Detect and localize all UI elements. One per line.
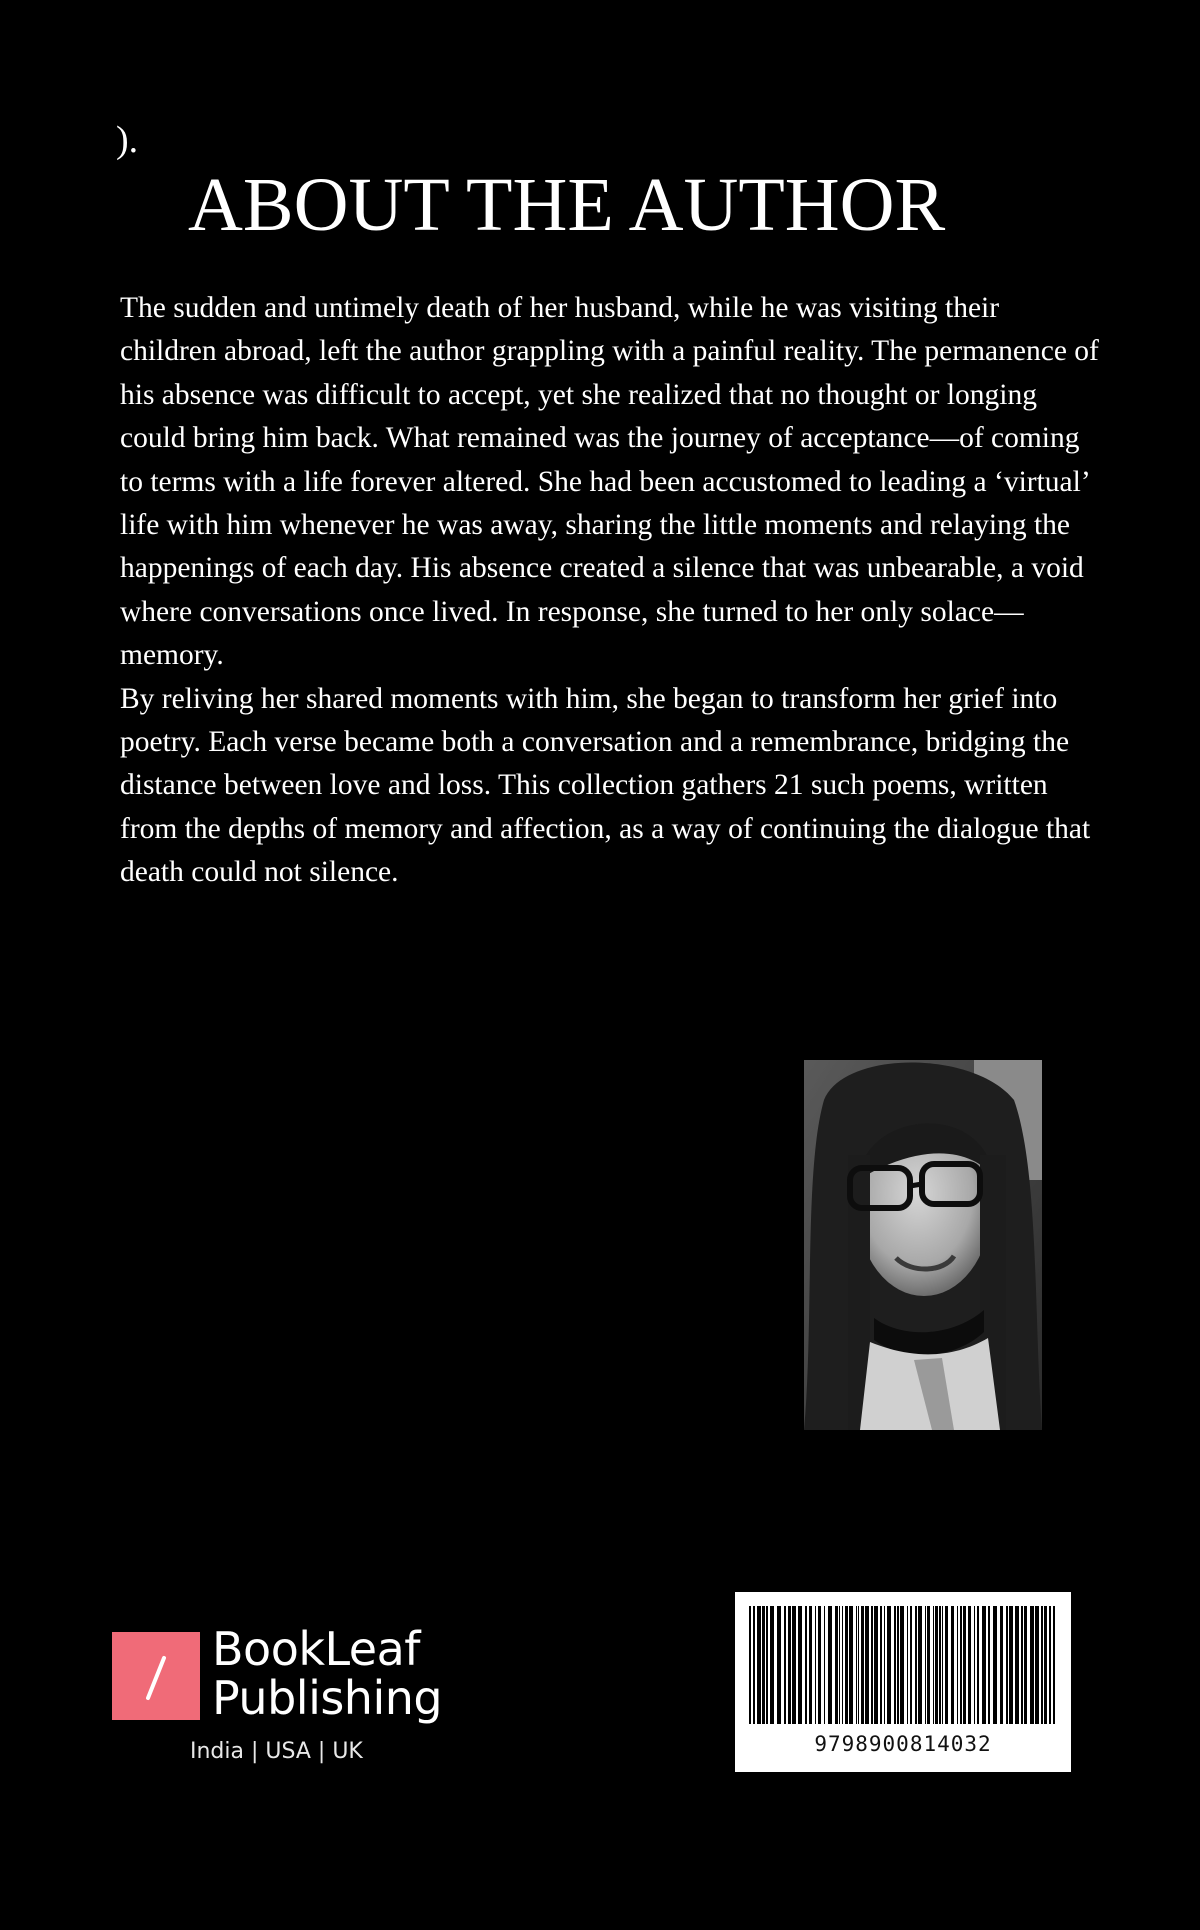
bio-paragraph-2: By reliving her shared moments with him, she began to transform her grief into poetry. Each verse became both a conversation and a remembrance, bridging the distance between love and loss. This collection gathers 21 such poems, written from the depths of memory and affection, as a way of continuing the dialogue that death could not silence. — [120, 682, 1091, 889]
isbn-number: 9798900814032 — [814, 1732, 992, 1756]
stray-mark: ). — [116, 119, 139, 161]
logo-mark — [112, 1632, 200, 1720]
page-title: ABOUT THE AUTHOR — [188, 163, 946, 247]
author-portrait-icon — [804, 1060, 1042, 1430]
author-bio — [120, 287, 1100, 895]
publisher-name-line2: Publishing — [212, 1671, 443, 1725]
bio-paragraph-1: The sudden and untimely death of her husband, while he was visiting their children abroad, left the author grappling with a painful reality. The permanence of his absence was difficult to accept, yet she realized that no thought or longing could bring him back. What remained was the journey of acceptance—of coming to terms with a life forever altered. She had been accustomed to leading a ‘virtual’ life with him whenever he was away, sharing the little moments and relaying the happenings of each day. His absence created a silence that was unbearable, a void where conversations once lived. In response, she turned to her only solace—memory. — [120, 292, 1099, 672]
slash-icon — [112, 1632, 200, 1720]
author-photo — [804, 1060, 1042, 1430]
barcode-icon — [735, 1592, 1071, 1732]
isbn-barcode — [735, 1592, 1071, 1772]
publisher-name-line1: BookLeaf — [212, 1622, 420, 1676]
publisher-regions: India | USA | UK — [190, 1739, 363, 1764]
